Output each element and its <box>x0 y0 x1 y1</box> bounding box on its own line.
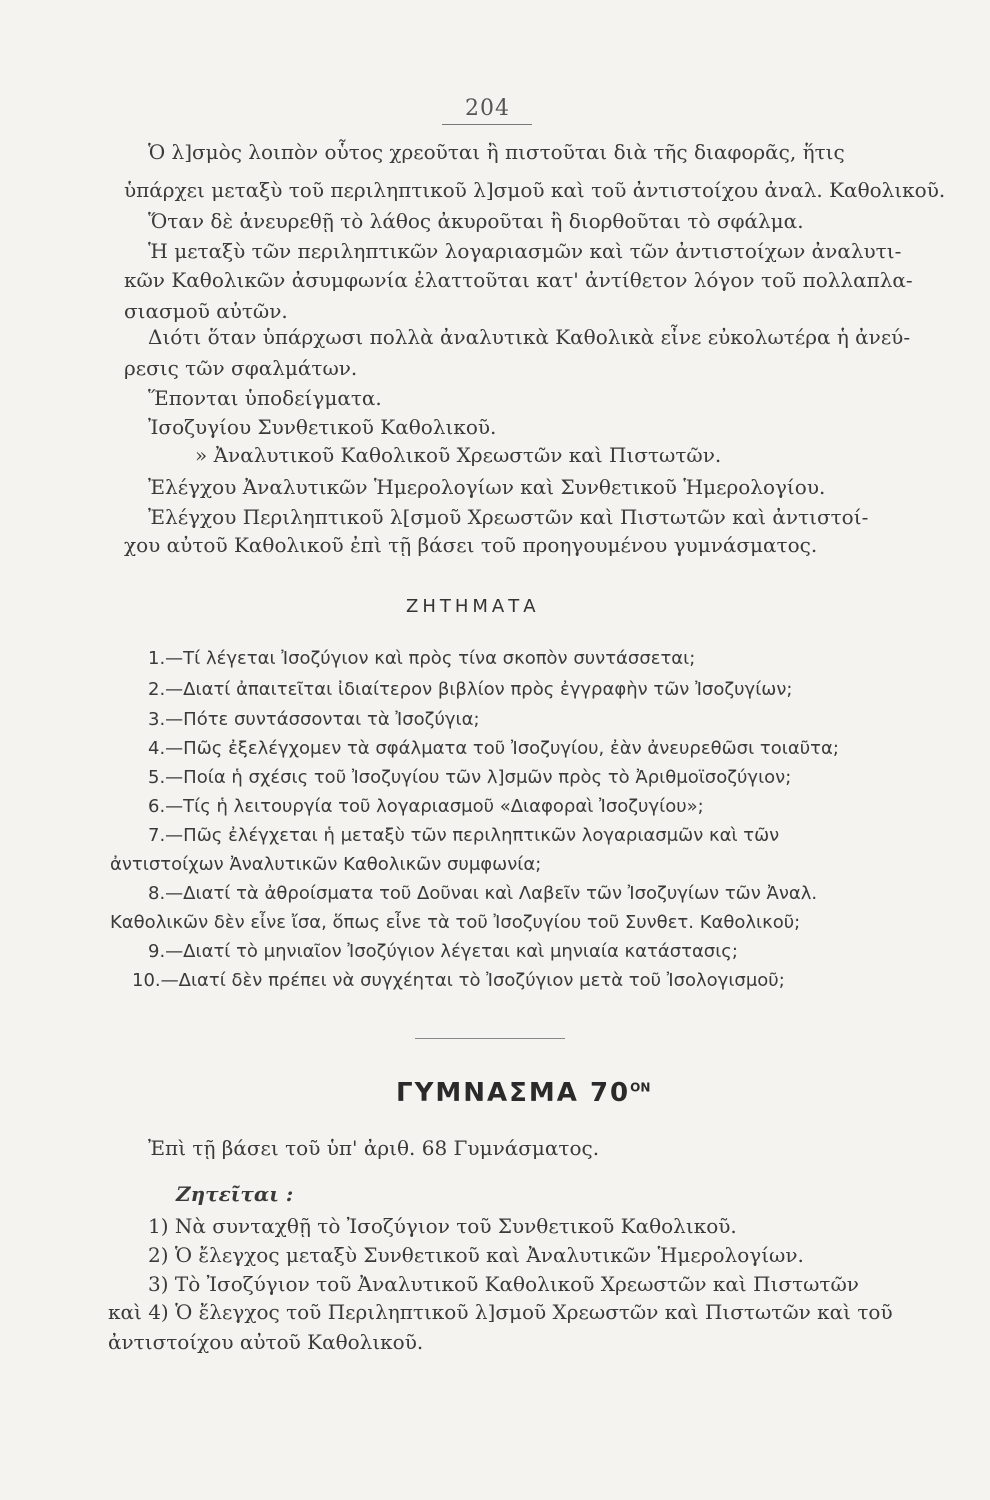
question-line: 1.—Τί λέγεται Ἰσοζύγιον καὶ πρὸς τίνα σκοπὸν συντάσσεται; <box>148 648 696 669</box>
paragraph-line: Ὅταν δὲ ἀνευρεθῇ τὸ λάθος ἀκυροῦται ἢ διορθοῦται τὸ σφάλμα. <box>148 209 804 233</box>
exercise-line: 2) Ὁ ἔλεγχος μεταξὺ Συνθετικοῦ καὶ Ἀναλυτικῶν Ἡμερολογίων. <box>148 1243 804 1267</box>
exercise-intro: Ἐπὶ τῇ βάσει τοῦ ὑπ' ἀριθ. 68 Γυμνάσματος. <box>148 1136 600 1160</box>
exercise-line: 3) Τὸ Ἰσοζύγιον τοῦ Ἀναλυτικοῦ Καθολικοῦ Χρεωστῶν καὶ Πιστωτῶν <box>148 1272 859 1296</box>
page-number: 204 <box>465 96 510 121</box>
paragraph-line: Ἕπονται ὑποδείγματα. <box>148 386 382 410</box>
question-line: 8.—Διατί τὰ ἀθροίσματα τοῦ Δοῦναι καὶ Λαβεῖν τῶν Ἰσοζυγίων τῶν Ἀναλ. <box>148 883 818 904</box>
question-line: 2.—Διατί ἀπαιτεῖται ἰδιαίτερον βιβλίον πρὸς ἐγγραφὴν τῶν Ἰσοζυγίων; <box>148 679 793 700</box>
paragraph-line: Ἐλέγχου Περιληπτικοῦ λ[σμοῦ Χρεωστῶν καὶ Πιστωτῶν καὶ ἀντιστοί- <box>148 505 869 529</box>
page-number-rule <box>442 124 532 125</box>
paragraph-line: κῶν Καθολικῶν ἀσυμφωνία ἐλαττοῦται κατ' ἀντίθετον λόγον τοῦ πολλαπλα- <box>124 268 913 292</box>
section-divider <box>415 1038 565 1039</box>
paragraph-line: χου αὐτοῦ Καθολικοῦ ἐπὶ τῇ βάσει τοῦ προηγουμένου γυμνάσματος. <box>124 533 818 557</box>
paragraph-line: Ἰσοζυγίου Συνθετικοῦ Καθολικοῦ. <box>148 415 497 439</box>
paragraph-line: Ἐλέγχου Ἀναλυτικῶν Ἡμερολογίων καὶ Συνθετικοῦ Ἡμερολογίου. <box>148 475 826 499</box>
required-label: Ζητεῖται : <box>176 1182 294 1206</box>
question-line: 10.—Διατί δὲν πρέπει νὰ συγχέηται τὸ Ἰσοζύγιον μετὰ τοῦ Ἰσολογισμοῦ; <box>132 970 785 991</box>
exercise-title-text: ΓΥΜΝΑΣΜΑ 70 <box>396 1078 631 1108</box>
paragraph-line: ρεσις τῶν σφαλμάτων. <box>124 356 358 380</box>
question-line: 6.—Τίς ἡ λειτουργία τοῦ λογαριασμοῦ «Διαφοραὶ Ἰσοζυγίου»; <box>148 796 704 817</box>
paragraph-line: ὑπάρχει μεταξὺ τοῦ περιληπτικοῦ λ]σμοῦ καὶ τοῦ ἀντιστοίχου ἀναλ. Καθολικοῦ. <box>124 178 946 202</box>
exercise-title <box>396 1078 650 1108</box>
question-line: 5.—Ποία ἡ σχέσις τοῦ Ἰσοζυγίου τῶν λ]σμῶν πρὸς τὸ Ἀριθμοϊσοζύγιον; <box>148 767 792 788</box>
paragraph-line: Διότι ὅταν ὑπάρχωσι πολλὰ ἀναλυτικὰ Καθολικὰ εἶνε εὐκολωτέρα ἡ ἀνεύ- <box>148 325 911 349</box>
exercise-line: καὶ 4) Ὁ ἔλεγχος τοῦ Περιληπτικοῦ λ]σμοῦ Χρεωστῶν καὶ Πιστωτῶν καὶ τοῦ <box>108 1300 893 1324</box>
exercise-line: ἀντιστοίχου αὐτοῦ Καθολικοῦ. <box>108 1330 424 1354</box>
question-line: 4.—Πῶς ἐξελέγχομεν τὰ σφάλματα τοῦ Ἰσοζυγίου, ἐὰν ἀνευρεθῶσι τοιαῦτα; <box>148 738 839 759</box>
question-line: 9.—Διατί τὸ μηνιαῖον Ἰσοζύγιον λέγεται καὶ μηνιαία κατάστασις; <box>148 941 738 962</box>
question-line: ἀντιστοίχων Ἀναλυτικῶν Καθολικῶν συμφωνία; <box>110 854 542 875</box>
question-line: Καθολικῶν δὲν εἶνε ἴσα, ὅπως εἶνε τὰ τοῦ Ἰσοζυγίου τοῦ Συνθετ. Καθολικοῦ; <box>110 912 801 933</box>
paragraph-line: Ἡ μεταξὺ τῶν περιληπτικῶν λογαριασμῶν καὶ τῶν ἀντιστοίχων ἀναλυτι- <box>148 239 902 263</box>
paragraph-line: » Ἀναλυτικοῦ Καθολικοῦ Χρεωστῶν καὶ Πιστωτῶν. <box>195 443 722 467</box>
exercise-line: 1) Νὰ συνταχθῇ τὸ Ἰσοζύγιον τοῦ Συνθετικοῦ Καθολικοῦ. <box>148 1214 737 1238</box>
questions-heading: ΖΗΤΗΜΑΤΑ <box>406 596 540 617</box>
question-line: 3.—Πότε συντάσσονται τὰ Ἰσοζύγια; <box>148 709 480 730</box>
paragraph-line: Ὁ λ]σμὸς λοιπὸν οὗτος χρεοῦται ἢ πιστοῦται διὰ τῆς διαφορᾶς, ἥτις <box>148 140 845 164</box>
paragraph-line: σιασμοῦ αὐτῶν. <box>124 299 288 323</box>
exercise-title-sup: ΟΝ <box>630 1080 651 1095</box>
question-line: 7.—Πῶς ἐλέγχεται ἡ μεταξὺ τῶν περιληπτικῶν λογαριασμῶν καὶ τῶν <box>148 825 780 846</box>
